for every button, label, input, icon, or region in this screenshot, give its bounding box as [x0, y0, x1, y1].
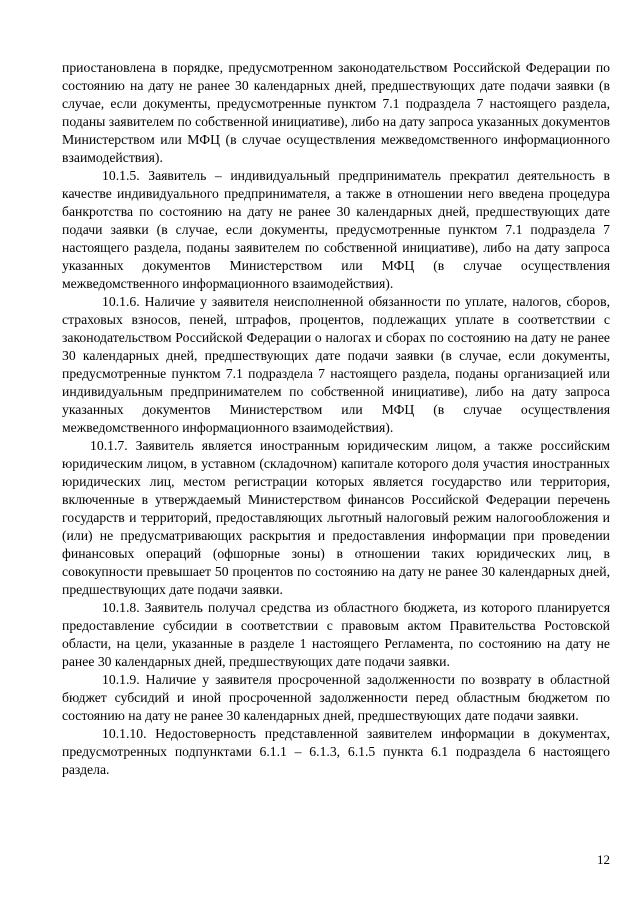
paragraph-10-1-9: 10.1.9. Наличие у заявителя просроченной задолженности по возврату в областной бюджет субсидий и иной просроченной задолженности перед областным бюджетом по состоянию на дату не ранее 30 календарных дней, предшествующих дате подачи заявки.: [62, 672, 610, 723]
document-page: [62, 59, 610, 779]
paragraph-10-1-7: 10.1.7. Заявитель является иностранным юридическим лицом, а также российским юридическим лицом, в уставном (складочном) капитале которого доля участия иностранных юридических лиц, местом регистрации которых является государство или территория, включенные в утверждаемый Министерством финансов Российской Федерации перечень государств и территорий, предоставляющих льготный налоговый режим налогообложения и (или) не предусматривающих раскрытия и предоставления информации при проведении финансовых операций (офшорные зоны) в отношении таких юридических лиц, в совокупности превышает 50 процентов по состоянию на дату не ранее 30 календарных дней, предшествующих дате подачи заявки.: [62, 438, 610, 597]
paragraph-10-1-8: 10.1.8. Заявитель получал средства из областного бюджета, из которого планируется предоставление субсидии в соответствии с правовым актом Правительства Ростовской области, на цели, указанные в разделе 1 настоящего Регламента, по состоянию на дату не ранее 30 календарных дней, предшествующих дате подачи заявки.: [62, 600, 610, 669]
page-number: 12: [597, 852, 610, 867]
paragraph-10-1-5: 10.1.5. Заявитель – индивидуальный предприниматель прекратил деятельность в качестве индивидуального предпринимателя, а также в отношении него введена процедура банкротства по состоянию на дату не ранее 30 календарных дней, предшествующих дате подачи заявки (в случае, если документы, предусмотренные пунктом 7.1 подраздела 7 настоящего раздела, поданы заявителем по собственной инициативе), либо на дату запроса указанных документов Министерством или МФЦ (в случае осуществления межведомственного информационного взаимодействия).: [62, 168, 610, 291]
paragraph-10-1-6: 10.1.6. Наличие у заявителя неисполненной обязанности по уплате, налогов, сборов, страховых взносов, пеней, штрафов, процентов, подлежащих уплате в соответствии с законодательством Российской Федерации о налогах и сборах по состоянию на дату не ранее 30 календарных дней, предшествующих дате подачи заявки (в случае, если документы, предусмотренные пунктом 7.1 подраздела 7 настоящего раздела, поданы организацией или индивидуальным предпринимателем по собственной инициативе), либо на дату запроса указанных документов Министерством или МФЦ (в случае осуществления межведомственного информационного взаимодействия).: [62, 294, 610, 435]
paragraph-continuation: приостановлена в порядке, предусмотренном законодательством Российской Федерации по состоянию на дату не ранее 30 календарных дней, предшествующих дате подачи заявки (в случае, если документы, предусмотренные пунктом 7.1 подраздела 7 настоящего раздела, поданы заявителем по собственной инициативе), либо на дату запроса указанных документов Министерством или МФЦ (в случае осуществления межведомственного информационного взаимодействия).: [62, 60, 610, 165]
paragraph-10-1-10: 10.1.10. Недостоверность представленной заявителем информации в документах, предусмотренных подпунктами 6.1.1 – 6.1.3, 6.1.5 пункта 6.1 подраздела 6 настоящего раздела.: [62, 726, 610, 777]
